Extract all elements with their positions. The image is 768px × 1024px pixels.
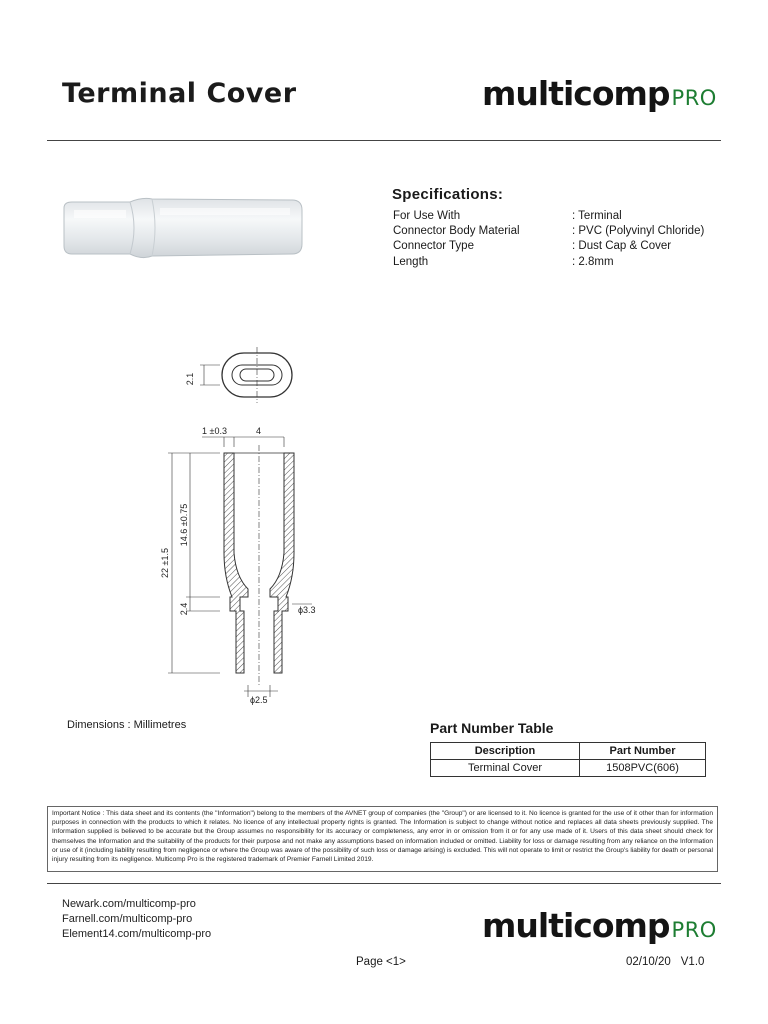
logo-suffix: PRO bbox=[671, 86, 717, 110]
header-divider bbox=[47, 140, 721, 141]
spec-row bbox=[393, 256, 723, 271]
table-cell: Terminal Cover bbox=[431, 760, 580, 777]
table-header-row bbox=[431, 743, 706, 760]
spec-key: Connector Type bbox=[393, 240, 474, 252]
logo-suffix: PRO bbox=[671, 918, 717, 942]
side-section bbox=[168, 437, 312, 697]
dim-width-top: 2.1 bbox=[185, 372, 195, 386]
logo-wordmark: multicomp bbox=[482, 74, 670, 113]
dimensions-note: Dimensions : Millimetres bbox=[67, 719, 187, 731]
spec-row bbox=[393, 240, 723, 255]
dim-length-body: 14.6 ±0.75 bbox=[179, 503, 189, 547]
page-number: Page <1> bbox=[356, 956, 406, 968]
part-number-heading: Part Number Table bbox=[430, 720, 554, 736]
footer-link-element14[interactable]: Element14.com/multicomp-pro bbox=[62, 928, 212, 940]
multicomp-pro-logo bbox=[482, 74, 717, 113]
spec-key: For Use With bbox=[393, 210, 461, 222]
spec-key: Length bbox=[393, 256, 429, 268]
spec-value: : Terminal bbox=[572, 210, 622, 222]
part-number-table bbox=[430, 742, 706, 777]
page-title: Terminal Cover bbox=[62, 78, 297, 109]
revision-date: 02/10/20 bbox=[626, 956, 671, 968]
spec-value: : 2.8mm bbox=[572, 256, 614, 268]
column-header: Description bbox=[431, 743, 580, 760]
dim-neck-dia: ϕ3.3 bbox=[298, 605, 316, 615]
table-cell: 1508PVC(606) bbox=[580, 760, 706, 777]
spec-row bbox=[393, 225, 723, 240]
dim-length-total: 22 ±1.5 bbox=[160, 548, 170, 578]
product-photo bbox=[60, 188, 310, 268]
column-header: Part Number bbox=[580, 743, 706, 760]
top-view bbox=[200, 347, 292, 403]
logo-wordmark: multicomp bbox=[482, 906, 670, 945]
spec-key: Connector Body Material bbox=[393, 225, 520, 237]
multicomp-pro-logo-footer bbox=[482, 906, 717, 945]
dim-neck: 2.4 bbox=[179, 602, 189, 616]
spec-row bbox=[393, 210, 723, 225]
date-version bbox=[626, 956, 704, 968]
table-row bbox=[431, 760, 706, 777]
footer-link-newark[interactable]: Newark.com/multicomp-pro bbox=[62, 898, 196, 910]
spec-value: : PVC (Polyvinyl Chloride) bbox=[572, 225, 705, 237]
footer-link-farnell[interactable]: Farnell.com/multicomp-pro bbox=[62, 913, 193, 925]
version: V1.0 bbox=[680, 956, 705, 968]
dim-wall: 1 ±0.3 bbox=[202, 426, 227, 436]
important-notice: Important Notice : This data sheet and its contents (the "Information") belong to the members of the AVNET group of companies (the "Group") or are licensed to it. No licence is granted for the use of it other than for information purposes in connection with the products to which it relates. No licence of any intellectual property rights is granted. The Information is subject to change without notice and replaces all data sheets previously supplied. The Information supplied is believed to be accurate but the Group assumes no responsibility for its accuracy or completeness, any error in or omission from it or for any use made of it. Users of this data sheet should check for themselves the Information and the suitability of the products for their purpose and not make any assumptions based on information included or omitted. Liability for loss or damage resulting from any reliance on the Information or use of it (including liability resulting from negligence or where the Group was aware of the possibility of such loss or damage arising) is excluded. This will not operate to limit or restrict the Group's liability for death or personal injury resulting from its negligence. Multicomp Pro is the registered trademark of Premier Farnell Limited 2019. bbox=[47, 806, 718, 872]
spec-value: : Dust Cap & Cover bbox=[572, 240, 672, 252]
specifications-heading: Specifications: bbox=[392, 186, 504, 203]
dim-inner: 4 bbox=[256, 426, 262, 436]
dim-tip-dia: ϕ2.5 bbox=[250, 695, 268, 705]
technical-drawing bbox=[160, 345, 335, 705]
footer-divider bbox=[47, 883, 721, 884]
